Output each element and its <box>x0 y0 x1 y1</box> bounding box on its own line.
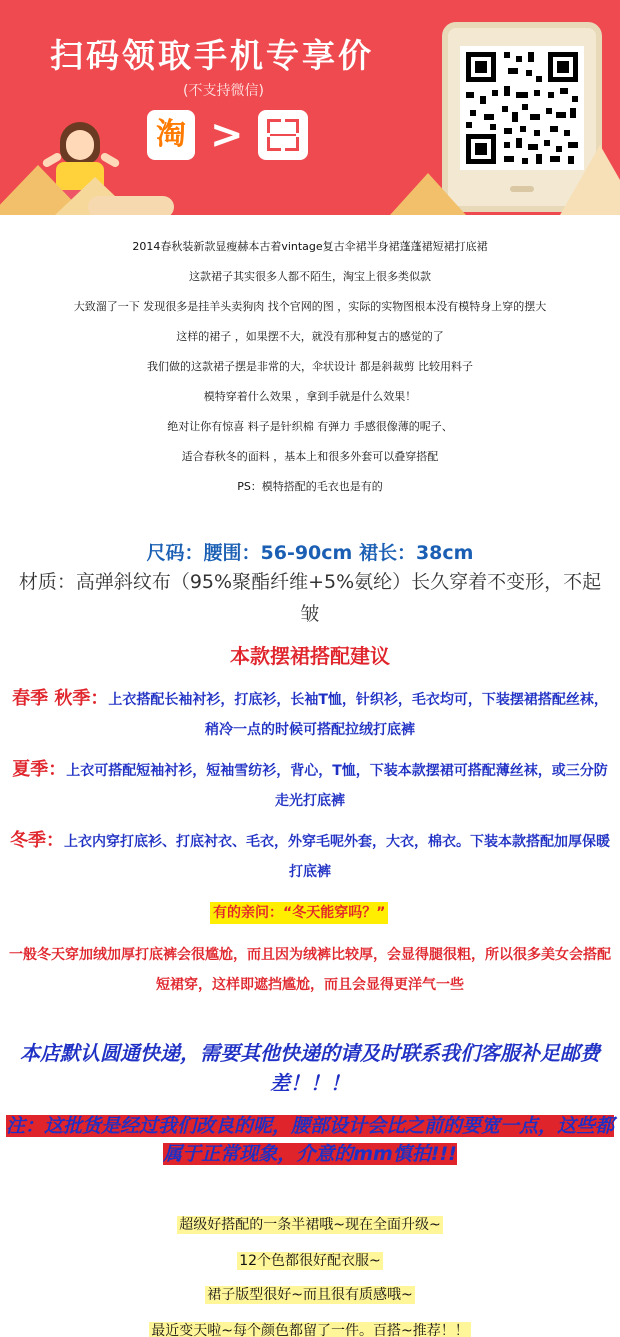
material-info: 材质：高弹斜纹布（95%聚酯纤维+5%氨纶）长久穿着不变形，不起皱 <box>18 571 602 625</box>
chevron-right-icon: > <box>210 112 244 158</box>
season-label: 冬季： <box>10 830 64 851</box>
promo-line <box>0 1250 620 1271</box>
description-line: 绝对让你有惊喜 料子是针织棉 有弹力 手感很像薄的呢子、 <box>167 420 453 433</box>
scan-icon <box>258 110 308 160</box>
description-line: 这款裙子其实很多人都不陌生，淘宝上很多类似款 <box>189 270 431 283</box>
promo-text: 超级好搭配的一条半裙哦~现在全面升级~ <box>179 1217 441 1233</box>
description-line: 我们做的这款裙子摆是非常的大，伞状设计 都是斜裁剪 比较用料子 <box>147 360 473 373</box>
promo-text: 12个色都很好配衣服~ <box>239 1253 381 1269</box>
qa-question: 有的亲问：“冬天能穿吗？” <box>210 902 388 924</box>
description-line: 2014春秋装新款显瘦赫本古着vintage复古伞裙半身裙蓬蓬裙短裙打底裙 <box>132 240 488 253</box>
banner-title: 扫码领取手机专享价 <box>50 36 374 75</box>
description-line: 适合春秋冬的面料 ，基本上和很多外套可以叠穿搭配 <box>181 450 439 463</box>
promo-line <box>0 1284 620 1305</box>
season-text: 上衣内穿打底衫、打底衬衣、毛衣，外穿毛呢外套，大衣，棉衣。下装本款搭配加厚保暖打底裤 <box>64 834 610 880</box>
season-summer <box>6 755 614 816</box>
qa-answer: 一般冬天穿加绒加厚打底裤会很尴尬，而且因为绒裤比较厚，会显得腿很粗，所以很多美女会搭配短裙穿，这样即遮挡尴尬，而且会显得更洋气一些 <box>9 947 611 993</box>
shipping-note: 本店默认圆通快递，需要其他快递的请及时联系我们客服补足邮费差！！！ <box>20 1041 600 1095</box>
promo-line <box>0 1214 620 1235</box>
season-spring-autumn <box>6 684 614 745</box>
description-line: PS：模特搭配的毛衣也是有的 <box>237 480 383 493</box>
description-line: 大致溜了一下 发现很多是挂羊头卖狗肉 找个官网的图 ，实际的实物图根本没有模特身上穿的摆大 <box>73 300 547 313</box>
promo-text: 最近变天啦~每个颜色都留了一件。百搭~推荐！！ <box>149 1322 470 1337</box>
promo-line <box>0 1320 620 1337</box>
season-text: 上衣搭配长袖衬衫，打底衫，长袖T恤，针织衫，毛衣均可，下装摆裙搭配丝袜，稍冷一点的时候可搭配拉绒打底裤 <box>108 692 608 738</box>
product-description <box>0 236 620 506</box>
season-text: 上衣可搭配短袖衬衫，短袖雪纺衫，背心，T恤，下装本款摆裙可搭配薄丝袜，或三分防走光打底裤 <box>66 763 608 809</box>
promo-text: 裙子版型很好~而且很有质感哦~ <box>207 1287 413 1303</box>
size-info: 尺码：腰围：56-90cm 裙长：38cm <box>146 542 474 564</box>
season-label: 夏季： <box>12 759 67 780</box>
description-line: 这样的裙子 ，如果摆不大，就没有那种复古的感觉的了 <box>176 330 444 343</box>
season-winter <box>6 826 614 887</box>
description-line: 模特穿着什么效果 ，拿到手就是什么效果！ <box>203 390 417 403</box>
qr-promo-banner <box>0 0 620 215</box>
warning-text: 注：这批货是经过我们改良的呢，腰部设计会比之前的要宽一点，这些都属于正常现象，介意的mm慎拍!!! <box>6 1115 615 1165</box>
improvement-warning <box>6 1112 614 1168</box>
taobao-app-icon: 淘 <box>147 110 195 160</box>
styling-suggestion-title: 本款摆裙搭配建议 <box>230 644 390 668</box>
season-label: 春季 秋季： <box>12 688 109 709</box>
banner-subtitle: (不支持微信) <box>183 83 264 99</box>
